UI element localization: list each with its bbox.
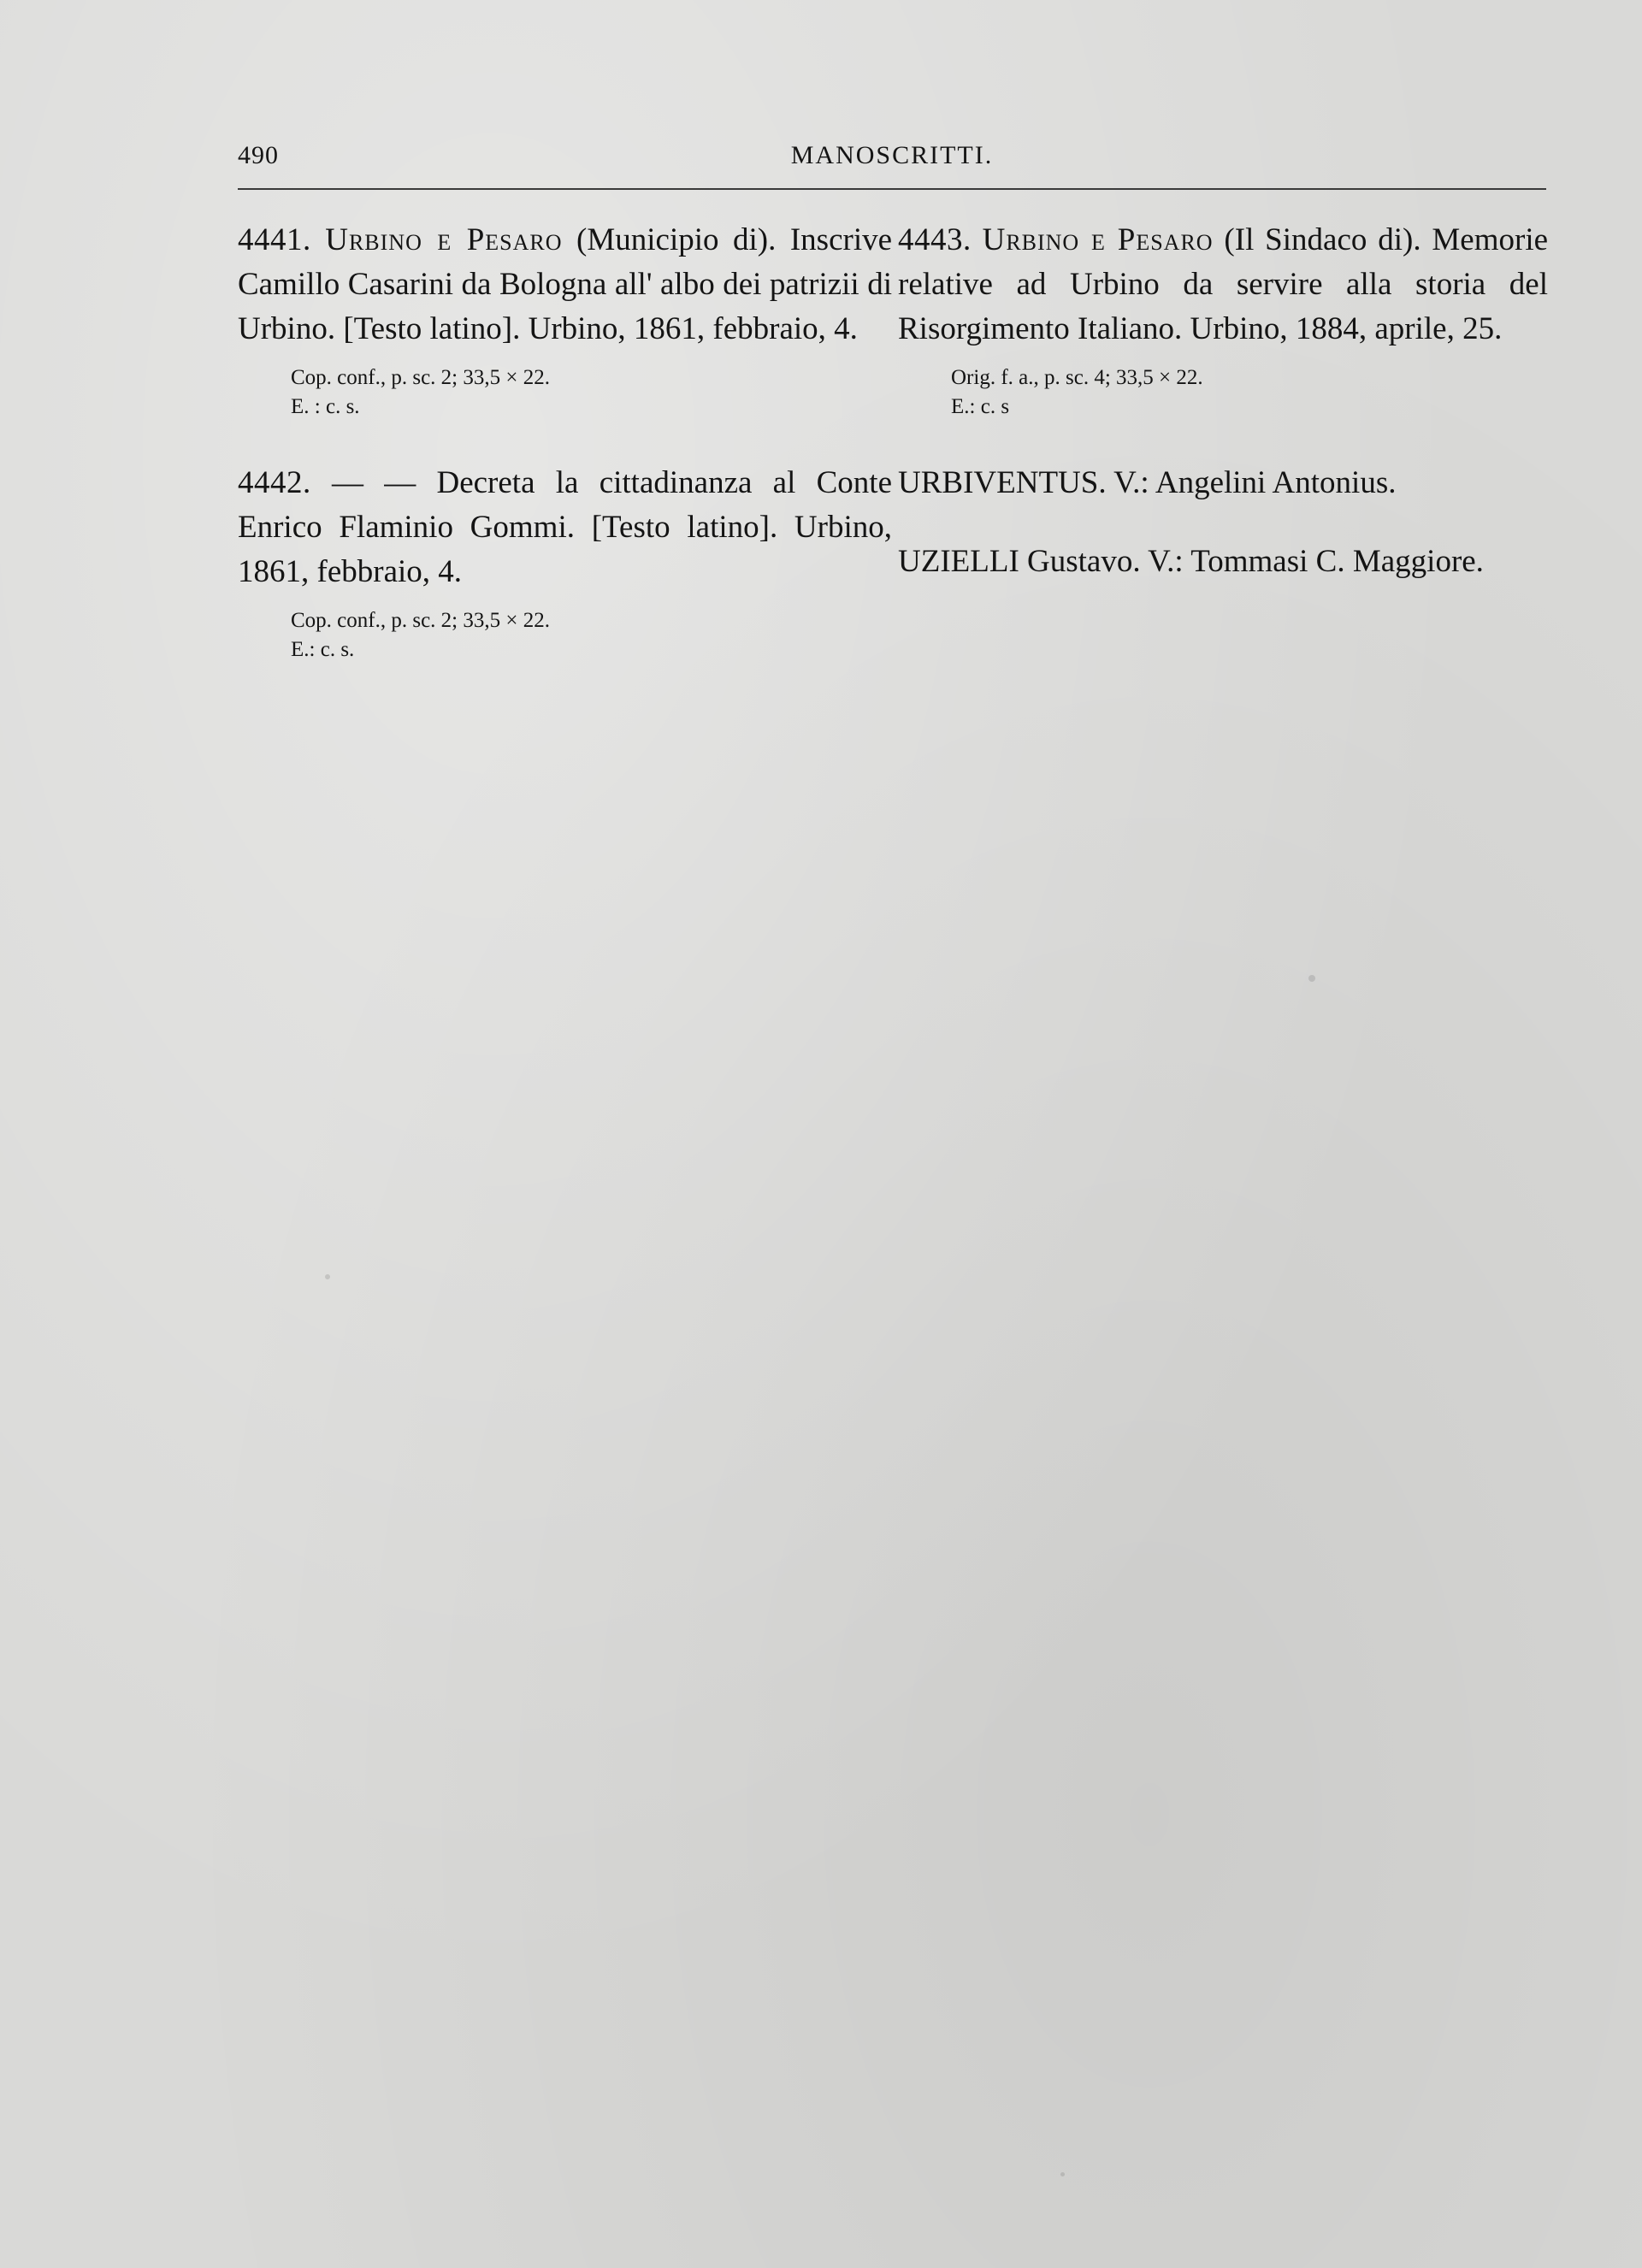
entry-description: (Il Sindaco di). Memorie relative ad Urbino da servire alla storia del Risorgimento Italiano. Urbino, 1884, aprile, 25. bbox=[898, 222, 1549, 346]
cross-reference-uzielli: UZIELLI Gustavo. V.: Tommasi C. Maggiore. bbox=[898, 544, 1484, 579]
entry-format: Cop. conf., p. sc. 2; 33,5 × 22. bbox=[291, 366, 550, 389]
page-number: 490 bbox=[238, 141, 279, 169]
cross-reference-urbiventus: URBIVENTUS. V.: Angelini Antonius. bbox=[898, 465, 1397, 500]
entry-body bbox=[238, 461, 892, 594]
paper-spot bbox=[1060, 2172, 1065, 2176]
left-column bbox=[238, 218, 892, 704]
entry-physical-description bbox=[238, 363, 892, 422]
entry-body bbox=[898, 218, 1548, 351]
entry-number: 4443. bbox=[898, 222, 972, 257]
entry-description: — — Decreta la cittadinanza al Conte Enrico Flaminio Gommi. [Testo latino]. Urbino, 1861, febbraio, 4. bbox=[238, 465, 893, 589]
entry-body bbox=[238, 218, 892, 351]
entry-format: Cop. conf., p. sc. 2; 33,5 × 22. bbox=[291, 609, 550, 632]
entry-number: 4442. bbox=[238, 465, 311, 500]
entry-author: Urbino e Pesaro bbox=[325, 222, 563, 257]
entry-description: (Municipio di). Inscrive Camillo Casarini da Bologna all' albo dei patrizii di Urbino. [Testo latino]. Urbino, 1861, febbraio, 4. bbox=[238, 222, 893, 346]
paper-spot bbox=[1308, 975, 1315, 982]
right-column bbox=[898, 218, 1548, 618]
entry-provenance: E.: c. s bbox=[951, 395, 1010, 418]
running-title: MANOSCRITTI. bbox=[790, 141, 994, 169]
entry-number: 4441. bbox=[238, 222, 311, 257]
entry-author: Urbino e Pesaro bbox=[982, 222, 1214, 257]
catalog-entry-4441 bbox=[238, 218, 892, 422]
catalog-entry-4442 bbox=[238, 461, 892, 664]
paper-spot bbox=[325, 1274, 330, 1279]
entry-provenance: E. : c. s. bbox=[291, 395, 360, 418]
entry-format: Orig. f. a., p. sc. 4; 33,5 × 22. bbox=[951, 366, 1203, 389]
entry-physical-description bbox=[238, 606, 892, 664]
header-rule bbox=[238, 188, 1546, 190]
entry-physical-description bbox=[898, 363, 1548, 422]
entry-provenance: E.: c. s. bbox=[291, 638, 355, 661]
catalog-entry-4443 bbox=[898, 218, 1548, 422]
page-header bbox=[238, 141, 1546, 180]
